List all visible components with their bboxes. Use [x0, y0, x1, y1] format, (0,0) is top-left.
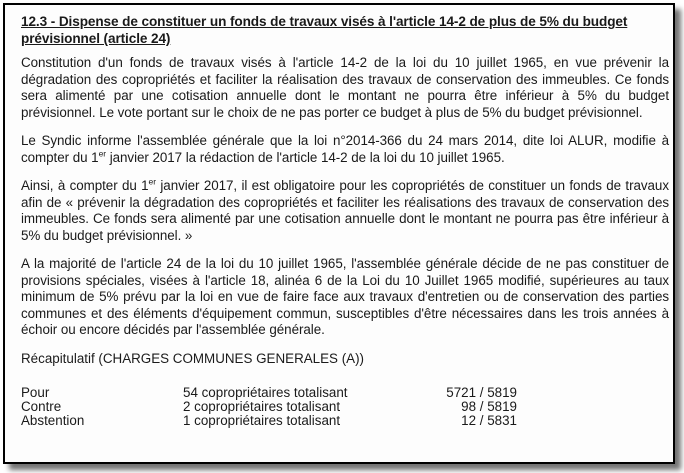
- vote-results-table: [21, 386, 517, 428]
- vote-row-contre: [21, 400, 517, 414]
- paragraph-obligation: [21, 178, 669, 244]
- vote-description: 54 copropriétaires totalisant: [183, 385, 348, 400]
- ordinal-superscript: er: [98, 148, 107, 159]
- vote-label: Abstention: [21, 413, 85, 428]
- paragraph-syndic-alur: [21, 133, 669, 166]
- paragraph-obligation-text-before: Ainsi, à compter du 1: [21, 178, 149, 193]
- vote-result: 5721 / 5819: [446, 385, 517, 400]
- paragraph-constitution: Constitution d'un fonds de travaux visés à l'article 14-2 de la loi du 10 juillet 1965, en vue prévenir la dégradation des copropriétés et faciliter la réalisation des travaux de conservation des immeubles. Ce fonds sera alimenté par une cotisation annuelle dont le montant ne pourra être inférieur à 5% du budget prévisionnel. Le vote portant sur le choix de ne pas porter ce budget à plus de 5% du budget prévisionnel.: [21, 55, 669, 120]
- paragraph-obligation-text-after: janvier 2017, il est obligatoire pour les copropriétés de constituer un fonds de travaux afin de « prévenir la dégradation des copropriétés et faciliter les réalisations des travaux de conservation des immeubles. Ce fonds sera alimenté par une cotisation annuelle dont le montant ne pourra pas être inférieur à 5% du budget prévisionnel. »: [21, 178, 669, 243]
- vote-row-abstention: [21, 414, 517, 428]
- document-content: [21, 13, 669, 428]
- vote-description: 1 copropriétaires totalisant: [183, 413, 341, 428]
- paragraph-syndic-alur-text-after: janvier 2017 la rédaction de l'article 14-2 de la loi du 10 juillet 1965.: [106, 149, 505, 165]
- paragraph-decision: A la majorité de l'article 24 de la loi du 10 juillet 1965, l'assemblée générale décide de ne pas constituer de provisions spéciales, visées à l'article 18, alinéa 6 de la Loi du 10 Juillet 1965 modifié, supérieures au taux minimum de 5% prévu par la loi en vue de faire face aux travaux d'entretien ou de conservation des parties communes et des éléments d'équipement commun, susceptibles d'être nécessaires dans les trois années à échoir ou encore décidés par l'assemblée générale.: [21, 256, 669, 337]
- vote-label: Contre: [21, 399, 62, 414]
- vote-row-pour: [21, 386, 517, 400]
- vote-description: 2 copropriétaires totalisant: [183, 399, 341, 414]
- paragraph-syndic-alur-text-before: Le Syndic informe l'assemblée générale que la loi n°2014-366 du 24 mars 2014, dite loi ALUR, modifie à compter du 1: [21, 133, 669, 165]
- vote-result: 98 / 5819: [461, 399, 517, 414]
- vote-label: Pour: [21, 385, 50, 400]
- ordinal-superscript: er: [148, 176, 156, 187]
- recap-title: Récapitulatif (CHARGES COMMUNES GENERALES (A)): [21, 350, 365, 366]
- document-frame: [3, 3, 675, 464]
- vote-result: 12 / 5831: [461, 413, 517, 428]
- section-title: 12.3 - Dispense de constituer un fonds de travaux visés à l'article 14-2 de plus de 5% du budget prévisionnel (article 24): [21, 14, 628, 46]
